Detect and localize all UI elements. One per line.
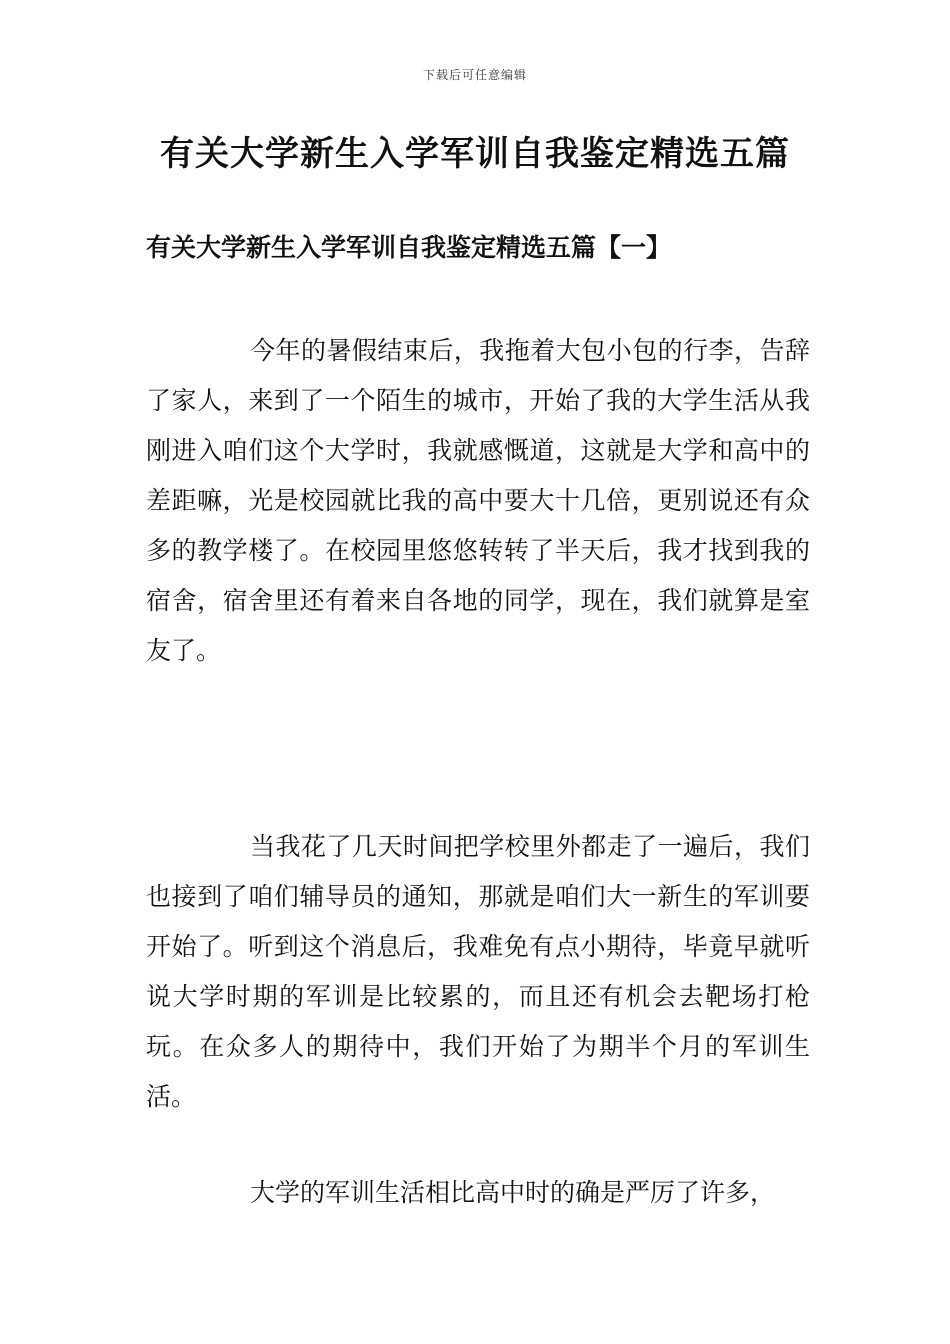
document-title: 有关大学新生入学军训自我鉴定精选五篇	[160, 134, 790, 174]
section-heading: 有关大学新生入学军训自我鉴定精选五篇【一】	[146, 233, 672, 262]
paragraph-1: 今年的暑假结束后，我拖着大包小包的行李，告辞了家人，来到了一个陌生的城市，开始了我的大学生活从我刚进入咱们这个大学时，我就感慨道，这就是大学和高中的差距嘛，光是校园就比我的高中要大十几倍，更别说还有众多的教学楼了。在校园里悠悠转转了半天后，我才找到我的宿舍，宿舍里还有着来自各地的同学，现在，我们就算是室友了。	[146, 336, 810, 665]
header-note: 下载后可任意编辑	[422, 68, 527, 82]
paragraph-2: 当我花了几天时间把学校里外都走了一遍后，我们也接到了咱们辅导员的通知，那就是咱们大一新生的军训要开始了。听到这个消息后，我难免有点小期待，毕竟早就听说大学时期的军训是比较累的，而且还有机会去靶场打枪玩。在众多人的期待中，我们开始了为期半个月的军训生活。	[146, 832, 810, 1111]
paragraph-3: 大学的军训生活相比高中时的确是严厉了许多，	[250, 1178, 776, 1207]
